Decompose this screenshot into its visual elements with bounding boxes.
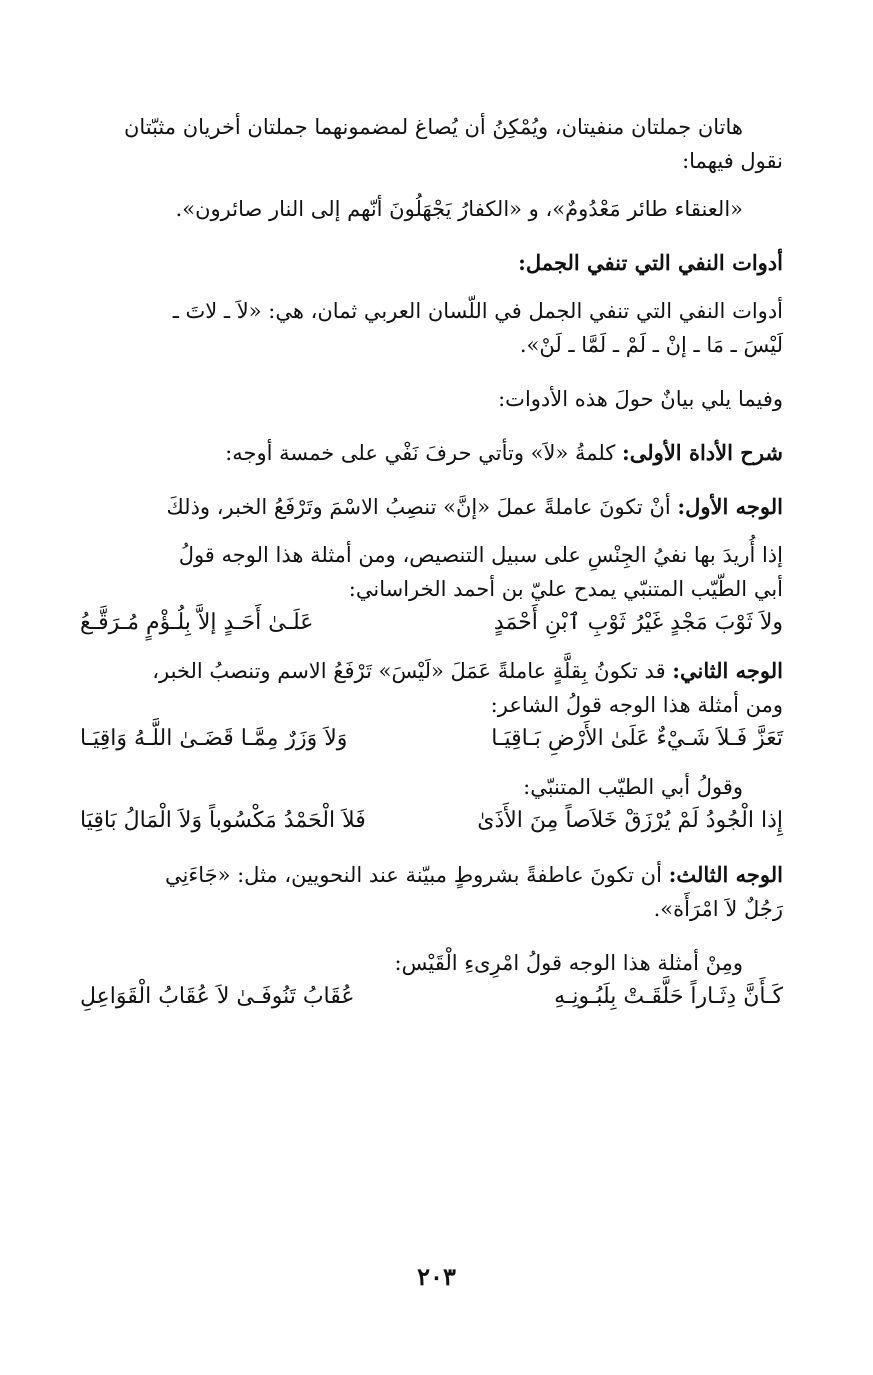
term-label: شرح الأداة الأولى: xyxy=(622,440,783,465)
paragraph-line: نقول فيهما: xyxy=(682,149,783,173)
paragraph-line xyxy=(80,490,783,524)
paragraph-line: أبي الطّيّب المتنبّي يمدح عليّ بن أحمد الخراساني: xyxy=(348,577,783,601)
verse-hemistich-second: وَلاَ وَزَرٌ مِمَّـا قَضَـىٰ اللَّـهُ وَاقِيَـا xyxy=(80,726,348,751)
term-text: أنْ تكونَ عاملةً عملَ «إنَّ» تنصِبُ الاسْمَ وتَرْفَعُ الخبر، وذلكَ xyxy=(166,495,678,519)
verse-hemistich-second: عُقَابُ تَنُوفَـىٰ لاَ عُقَابُ الْقَوَاعِلِ xyxy=(80,984,355,1009)
paragraph-line: إذا أُريدَ بها نفيُ الجِنْسِ على سبيل التنصيص، ومن أمثلة هذا الوجه قولُ xyxy=(178,543,783,567)
verse-hemistich-first: تَعَزَّ فَـلاَ شَـيْءٌ عَلَىٰ الأَرْضِ بَـاقِيَـا xyxy=(491,726,783,751)
paragraph-line: لَيْسَ ـ مَا ـ إنْ ـ لَمْ ـ لَمَّا ـ لَنْ». xyxy=(519,333,783,357)
verse-hemistich-second: عَلَـىٰ أَحَـدٍ إلاَّ بِلُـؤْمٍ مُـرَقَّـعُ xyxy=(80,610,314,635)
paragraph-line: وقولُ أبي الطيّب المتنبّي: xyxy=(523,775,743,799)
paragraph-line xyxy=(80,436,783,470)
verse-hemistich-first: إِذا الْجُودُ لَمْ يُرْزَقْ خَلاَصاً مِنَ الأَذَىٰ xyxy=(477,808,783,833)
verse-line xyxy=(80,722,783,756)
page-body xyxy=(80,110,783,1014)
verse-line xyxy=(80,804,783,838)
paragraph-line: ومِنْ أمثلة هذا الوجه قولُ امْرِىءِ الْقَيْس: xyxy=(394,951,743,975)
term-label: الوجه الأول: xyxy=(677,494,783,519)
paragraph-line: ومن أمثلة هذا الوجه قولُ الشاعر: xyxy=(490,693,783,717)
paragraph-line: هاتان جملتان منفيتان، ويُمْكِنُ أن يُصاغ لمضمونهما جملتان أخريان مثبّتان xyxy=(123,115,743,139)
term-text: قد تكونُ بِقلَّةٍ عاملةً عَمَلَ «لَيْسَ» تَرْفَعُ الاسم وتنصبُ الخبر، xyxy=(152,659,673,683)
verse-line xyxy=(80,606,783,640)
paragraph-line xyxy=(80,858,783,892)
paragraph-line: رَجُلٌ لاَ امْرَأَة». xyxy=(653,897,783,921)
verse-line xyxy=(80,980,783,1014)
page-number: ٢٠٣ xyxy=(417,1262,456,1291)
verse-hemistich-second: فَلاَ الْحَمْدُ مَكْسُوباً وَلاَ الْمَالُ بَاقِيَا xyxy=(80,808,366,833)
term-label: الوجه الثاني: xyxy=(672,658,783,683)
paragraph-line xyxy=(80,654,783,688)
term-text: كلمةُ «لاَ» وتأتي حرفَ نَفْي على خمسة أوجه: xyxy=(225,441,623,465)
verse-hemistich-first: ولاَ ثَوْبَ مَجْدٍ غَيْرُ ثَوْبِ ٱبْنِ أَحْمَدٍ xyxy=(493,610,783,635)
term-text: أن تكونَ عاطفةً بشروطٍ مبيّنة عند النحويين، مثل: «جَاءَنِي xyxy=(164,863,669,887)
section-heading: أدوات النفي التي تنفي الجمل: xyxy=(518,250,783,275)
paragraph-line: وفيما يلي بيانٌ حولَ هذه الأدوات: xyxy=(498,387,783,411)
verse-hemistich-first: كَـأَنَّ دِثَـاراً حَلَّقَـتْ بِلَبُـونِـهِ xyxy=(554,984,783,1009)
term-label: الوجه الثالث: xyxy=(668,862,783,887)
example-line: «العنقاء طائر مَعْدُومٌ»، و «الكفارُ يَجْهَلُونَ أنّهم إلى النار صائرون». xyxy=(175,197,743,221)
paragraph-line: أدوات النفي التي تنفي الجمل في اللّسان العربي ثمان، هي: «لاَ ـ لاتَ ـ xyxy=(172,299,783,323)
